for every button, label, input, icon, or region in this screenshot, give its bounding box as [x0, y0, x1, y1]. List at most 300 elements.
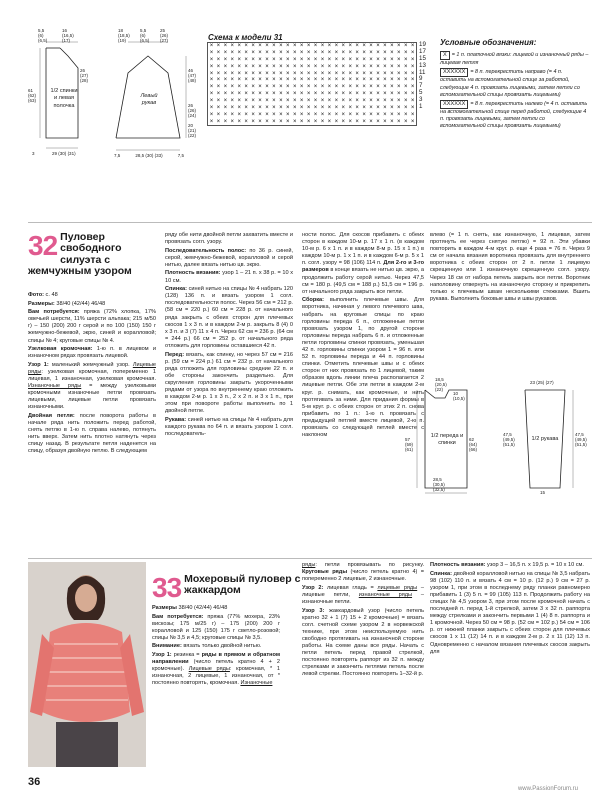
dim-sleeve-length: 47,5 (49,5) (51,5) — [575, 432, 587, 447]
sleeve-label: 1/2 рукава — [531, 436, 559, 442]
legend-item: XXXXXX = 8 п. перекрестить направо (= 4 п. оставить на вспомогательной спице за работой, следующие 4 п. провязать лицевыми, затем петли со вспомогательной спицы провязать лицевыми) — [440, 69, 580, 98]
chart-cell: × — [369, 105, 373, 112]
chart-cell: × — [216, 118, 221, 125]
article-33-col-1 — [152, 605, 280, 689]
chart-cell: × — [244, 118, 248, 125]
chart-cell: × — [265, 70, 269, 77]
chart-cell: × — [410, 56, 415, 63]
chart-cell: × — [390, 118, 394, 125]
chart-cell: × — [230, 63, 235, 70]
chart-cell: × — [341, 111, 346, 118]
dim-front-width: 29 (30) (31) — [52, 151, 76, 156]
dim-top-left: 5,5 (6) (6,5) — [38, 28, 48, 43]
chart-cell: × — [216, 49, 221, 56]
chart-cell: × — [376, 43, 380, 49]
chart-cell: × — [299, 77, 304, 84]
chart-cell: × — [216, 56, 221, 63]
chart-cell: × — [237, 111, 241, 118]
chart-cell: × — [292, 56, 297, 63]
dim-armhole: 26 (27) (28) — [80, 68, 89, 83]
chart-cell: × — [403, 70, 408, 77]
chart-row — [208, 77, 416, 84]
chart-cell: × — [223, 43, 228, 49]
paragraph: Размеры: 38/40 (42/44) 46/48 — [28, 300, 106, 307]
chart-cell: × — [265, 105, 269, 112]
chart-cell: × — [341, 91, 346, 98]
paragraph: Вам потребуется: пряжа (72% хлопка, 17% овечьей шерсти, 11% шерсти альпака; 215 м/50 г) – 150 (200) 200 г серой и по 100 (150) 150 г жемчужно-бежевой, экрю, синей и коралловой; спицы № 4; круговые спицы № 4. — [28, 309, 156, 344]
chart-cell: × — [292, 84, 297, 91]
chart-cell: × — [403, 91, 408, 98]
chart-cell: × — [369, 43, 373, 49]
paragraph: Спинка: двойной коралловой нитью на спицы № 3,5 набрать 98 (102) 110 п. и вязать 4 см = 10 р. (12 р.) 9 см = 27 р. узором 1, при этом в последнему ряду планки равномерно прибавить 1 (3) 5 п. = 99 (105) 113 п. Продолжить работу на спицах № 4,5 узором 3, при этом после кромочной начать с последней п. перед 1-й стрелкой, затем 3 х 32 п. раппорта между стрелками и закончить первыми 1 (4) 8 п. раппорта и 1 кромочной. Через 50 см = 98 р. (52 см = 102 р.) 54 см = 106 р. от нижней планки закрыть с обеих сторон для плечевых скосов 1 х 11 (12) 14 п. и в каждом 2-м р. 2 х 11 (12) 13 п. Одновременно с началом вязания плечевых скосов закрыть для — [430, 570, 590, 655]
chart-cell: × — [223, 56, 228, 63]
chart-cell: × — [362, 56, 366, 63]
chart-cell: × — [348, 84, 352, 91]
chart-cell: × — [223, 70, 228, 77]
chart-cell: × — [216, 98, 221, 105]
chart-cell: × — [292, 63, 297, 70]
chart-cell: × — [244, 105, 248, 112]
chart-cell: × — [209, 118, 214, 125]
chart-cell: × — [369, 98, 373, 105]
model-title: Пуловер свободного силуэта с жемчужным узором — [28, 231, 132, 278]
row-number: 17 — [419, 47, 426, 55]
chart-cell: × — [223, 77, 228, 84]
paragraph: Размеры 38/40 (42/44) 46/48 — [152, 605, 228, 611]
chart-cell: × — [230, 43, 235, 49]
chart-cell: × — [376, 105, 380, 112]
dim-sleeve-length-3: 20 (21) (22) — [188, 123, 197, 138]
chart-cell: × — [313, 111, 318, 118]
chart-cell: × — [313, 118, 318, 125]
chart-cell: × — [355, 49, 359, 56]
chart-cell: × — [362, 49, 366, 56]
chart-cell: × — [209, 111, 214, 118]
chart-cell: × — [230, 98, 235, 105]
chart-cell: × — [258, 49, 262, 56]
chart-cell: × — [237, 49, 241, 56]
model-number: 32 — [28, 230, 58, 261]
chart-cell: × — [327, 70, 332, 77]
chart-cell: × — [334, 70, 339, 77]
chart-cell: × — [383, 105, 387, 112]
chart-cell: × — [299, 91, 304, 98]
chart-cell: × — [341, 49, 346, 56]
chart-cell: × — [237, 91, 241, 98]
chart-cell: × — [410, 63, 415, 70]
chart-cell: × — [410, 111, 415, 118]
legend — [440, 38, 590, 132]
chart-cell: × — [376, 98, 380, 105]
article-32-col-2 — [165, 232, 293, 440]
chart-cell: × — [279, 63, 283, 70]
chart-cell: × — [286, 98, 290, 105]
chart-cell: × — [355, 56, 359, 63]
chart-cell: × — [410, 105, 415, 112]
chart-row — [208, 50, 416, 57]
chart-cell: × — [334, 91, 339, 98]
chart-cell: × — [327, 77, 332, 84]
chart-cell: × — [341, 105, 346, 112]
chart-cell: × — [383, 77, 387, 84]
dim-height-2: 62 (64) (66) — [469, 437, 478, 452]
model-title: Мохеровый пуловер с жаккардом — [184, 573, 301, 597]
chart-cell: × — [320, 77, 325, 84]
chart-cell: × — [355, 63, 359, 70]
chart-cell: × — [403, 43, 408, 49]
chart-cell: × — [265, 63, 269, 70]
legend-item: XXXXXX = 8 п. перекрестить налево (= 4 п. оставить на вспомогательной спице перед работой, следующие 4 п. провязать лицевыми, затем петли со вспомогательной спицы провязать лицевыми) — [440, 100, 588, 130]
chart-cell: × — [320, 84, 325, 91]
chart-cell: × — [348, 49, 352, 56]
chart-cell: × — [279, 105, 283, 112]
row-number: 5 — [419, 89, 423, 97]
chart-cell: × — [397, 91, 401, 98]
chart-cell: × — [348, 98, 352, 105]
paragraph: Узор 1: маленький жемчужный узор. Лицевые ряды: узелковая кромочная, попеременно 1 лицевая, 1 изнаночная, узелковая кромочная. Изнаночные ряды = между узелковыми кромочными изнаночные петли провязать лицевыми, лицевые петли провязать изнаночными. — [28, 361, 156, 411]
chart-row — [208, 98, 416, 105]
chart-cell: × — [209, 77, 214, 84]
chart-cell: × — [320, 70, 325, 77]
chart-cell: × — [251, 63, 255, 70]
chart-cell: × — [258, 111, 262, 118]
chart-cell: × — [348, 56, 352, 63]
paragraph: влево (= 1 п. снять, как изнаночную, 1 лицевая, затем протянуть ее через снятую петлю) = 92 п. Эти убавки повторить в каждом 4-м круг. р. еще 4 раза = 76 п. Через 9 см от начала вязания воротника провязать для внутреннего воротника с обеих сторон от 2 п. петли 1 лицевую скрещенную или 1 изнаночную скрещенную согл. узору. Через 18 см от набора петель закрыть все петли. Воротник наполовину отвернуть на изнаночную сторону и прикрепить только к плечевым швам несколькими стежками. Вшить рукава. Выполнить боковые швы и швы рукавов. — [430, 232, 590, 302]
chart-cell: × — [355, 118, 359, 125]
chart-cell: × — [403, 77, 408, 84]
chart-cell: × — [216, 111, 221, 118]
chart-cell: × — [299, 98, 304, 105]
chart-cell: × — [320, 56, 325, 63]
chart-cell: × — [348, 77, 352, 84]
chart-cell: × — [362, 105, 366, 112]
chart-cell: × — [410, 77, 415, 84]
chart-cell: × — [286, 84, 290, 91]
dim-sleeve-length: 46 (47) (48) — [188, 68, 197, 83]
chart-row — [208, 105, 416, 112]
chart-cell: × — [265, 111, 269, 118]
chart-cell: × — [348, 70, 352, 77]
chart-cell: × — [369, 84, 373, 91]
chart-cell: × — [299, 118, 304, 125]
chart-cell: × — [348, 63, 352, 70]
chart-cell: × — [216, 63, 221, 70]
chart-cell: × — [355, 91, 359, 98]
chart-cell: × — [383, 118, 387, 125]
chart-cell: × — [216, 84, 221, 91]
chart-cell: × — [362, 70, 366, 77]
chart-cell: × — [397, 43, 401, 49]
chart-cell: × — [299, 111, 304, 118]
schema-section-31 — [0, 0, 596, 218]
chart-title: Схема к модели 31 — [208, 33, 283, 42]
chart-cell: × — [362, 111, 366, 118]
chart-cell: × — [390, 84, 394, 91]
chart-cell: × — [251, 91, 255, 98]
chart-cell: × — [313, 70, 318, 77]
chart-cell: × — [410, 70, 415, 77]
page-number: 36 — [28, 776, 41, 788]
row-numbers — [419, 42, 433, 125]
chart-cell: × — [286, 91, 290, 98]
chart-cell: × — [272, 91, 276, 98]
chart-cell: × — [258, 56, 262, 63]
chart-cell: × — [244, 49, 248, 56]
chart-cell: × — [292, 49, 297, 56]
row-number — [419, 118, 433, 125]
chart-cell: × — [403, 49, 408, 56]
article-33-col-3 — [430, 562, 590, 657]
chart-cell: × — [244, 98, 248, 105]
row-number: 15 — [419, 54, 426, 62]
chart-cell: × — [397, 56, 401, 63]
chart-cell: × — [299, 49, 304, 56]
chart-cell: × — [410, 91, 415, 98]
dim-sleeve-top-2: 5,5 (6) (6,5) — [140, 28, 150, 43]
chart-cell: × — [230, 70, 235, 77]
chart-cell: × — [251, 43, 255, 49]
chart-cell: × — [355, 43, 359, 49]
row-number: 3 — [419, 96, 423, 104]
chart-cell: × — [223, 49, 228, 56]
chart-cell: × — [334, 63, 339, 70]
chart-cell: × — [320, 98, 325, 105]
chart-cell: × — [265, 84, 269, 91]
chart-cell: × — [265, 43, 269, 49]
chart-cell: × — [348, 111, 352, 118]
chart-cell: × — [327, 84, 332, 91]
chart-cell: × — [355, 105, 359, 112]
chart-cell: × — [306, 105, 311, 112]
chart-cell: × — [258, 91, 262, 98]
paragraph: ности полос. Для скосов прибавить с обеих сторон в каждом 10-м р. 17 х 1 п. (в каждом 10-м р. 6 х 1 п. и в каждом 8-м р. 15 х 1 п.) в каждом 10-м р. 1 х 1 п. и в каждом 6-м р. 5 х 1 п. согл. узору = 98 (106) 114 п. Для 2-го и 3-го размеров в конце вязать не нитью цв. экрю, а продолжить работу серой нитью. Через 47,5 см = 180 р. (49,5 см = 188 р.) 51,5 см = 196 р. от начального ряда закрыть все петли. — [302, 232, 424, 295]
chart-cell: × — [286, 43, 290, 49]
chart-cell: × — [279, 49, 283, 56]
legend-title: Условные обозначения: — [440, 38, 537, 47]
woman-in-sweater-photo — [28, 562, 146, 767]
chart-cell: × — [244, 70, 248, 77]
dim-neck: 18,5 (20,5) (22) — [435, 377, 447, 392]
chart-cell: × — [251, 105, 255, 112]
chart-cell: × — [383, 70, 387, 77]
chart-cell: × — [313, 105, 318, 112]
chart-cell: × — [390, 70, 394, 77]
chart-cell: × — [327, 43, 332, 49]
paragraph: Плотность вязания: узор 1 – 21 п. х 38 р. = 10 х 10 см. — [165, 270, 293, 284]
chart-cell: × — [272, 70, 276, 77]
chart-cell: × — [306, 49, 311, 56]
chart-cell: × — [237, 63, 241, 70]
front-piece-label: 1/2 спинки и левая полочка — [50, 88, 78, 109]
article-33-col-2 — [302, 562, 424, 680]
chart-cell: × — [390, 63, 394, 70]
chart-cell: × — [355, 84, 359, 91]
chart-cell: × — [313, 49, 318, 56]
chart-cell: × — [397, 49, 401, 56]
paragraph: Сборка: выполнить плечевые швы. Для воротника, начиная у левого плечевого шва, набрать на круговые спицы по краю горловины переда 6 п., отложенные петли провязать узором 1, по другой стороне горловины переда набрать 6 п. и отложенные петли горловины спинки провязать, уменьшая 42 п. горловины спинки узором 1 = 96 п. или 52 п. горловины переда и 44 п. горловины спинки. Отметить плечевые швы и с обеих сторон от них провязать по 1 лицевой, таким образом вдоль линии плеча располагается 2 лицевые петли. Обе эти петли в каждом 2-м круг. р. снимать, как кромочные, и нить протягивать за ними. Для придания формы в 5-м круг. р. с обеих сторон от этих 2 п. снова прибавить по 1 п.: 1-ю п. провязать с предыдущей петлей вместе лицевой, 2-ю п. провязать со следующей петлей вместе с наклоном — [302, 297, 424, 439]
chart-row — [208, 64, 416, 71]
chart-cell: × — [390, 43, 394, 49]
chart-cell: × — [223, 105, 228, 112]
chart-cell: × — [313, 91, 318, 98]
chart-cell: × — [376, 56, 380, 63]
chart-cell: × — [390, 111, 394, 118]
chart-cell: × — [334, 118, 339, 125]
chart-cell: × — [397, 70, 401, 77]
chart-cell: × — [313, 84, 318, 91]
chart-cell: × — [376, 63, 380, 70]
chart-cell: × — [279, 118, 283, 125]
section-divider — [28, 558, 592, 559]
chart-cell: × — [403, 63, 408, 70]
chart-cell: × — [313, 98, 318, 105]
chart-cell: × — [216, 105, 221, 112]
row-number: 7 — [419, 82, 423, 90]
chart-cell: × — [258, 43, 262, 49]
paragraph: Спинка: синей нитью на спицы № 4 набрать 120 (128) 136 п. и вязать узором 1 согл. последовательности полос. Через 56 см = 212 р. (58 см = 220 р.) 60 см = 228 р. от начального ряда закрыть с обеих сторон для плечевых скосов 1 х 3 п. и в каждом 2-м р. закрыть 8 (4) 0 х 3 п. и 3 (7) 11 х 4 п. Через 62 см = 236 р. (64 см = 244 р.) 66 см = 252 р. от начального ряда отложить для горловины оставшиеся 42 п. — [165, 286, 293, 349]
chart-cell: × — [403, 56, 408, 63]
chart-cell: × — [272, 98, 276, 105]
knitting-chart-grid — [207, 42, 417, 126]
chart-cell: × — [237, 43, 241, 49]
chart-cell: × — [369, 111, 373, 118]
chart-cell: × — [334, 49, 339, 56]
chart-cell: × — [410, 98, 415, 105]
paragraph: ряду обе нити двойной петли захватить вместе и провязать согл. узору. — [165, 232, 293, 246]
chart-cell: × — [244, 43, 248, 49]
chart-cell: × — [272, 77, 276, 84]
chart-cell: × — [362, 118, 366, 125]
chart-cell: × — [390, 49, 394, 56]
chart-cell: × — [362, 91, 366, 98]
chart-cell: × — [299, 63, 304, 70]
chart-cell: × — [383, 63, 387, 70]
chart-cell: × — [244, 111, 248, 118]
chart-cell: × — [369, 63, 373, 70]
row-number: 9 — [419, 75, 423, 83]
chart-cell: × — [265, 98, 269, 105]
chart-cell: × — [383, 43, 387, 49]
row-number: 1 — [419, 103, 423, 111]
chart-cell: × — [251, 98, 255, 105]
chart-cell: × — [244, 63, 248, 70]
chart-cell: × — [313, 43, 318, 49]
chart-cell: × — [334, 43, 339, 49]
chart-cell: × — [383, 49, 387, 56]
chart-row — [208, 71, 416, 78]
chart-cell: × — [390, 56, 394, 63]
chart-row — [208, 84, 416, 91]
heading-33 — [152, 574, 302, 602]
row-number — [419, 111, 433, 118]
chart-cell: × — [320, 118, 325, 125]
chart-cell: × — [390, 91, 394, 98]
chart-cell: × — [230, 77, 235, 84]
chart-cell: × — [272, 56, 276, 63]
chart-cell: × — [376, 77, 380, 84]
chart-cell: × — [327, 63, 332, 70]
chart-cell: × — [390, 98, 394, 105]
chart-cell: × — [286, 77, 290, 84]
chart-cell: × — [306, 77, 311, 84]
chart-cell: × — [223, 91, 228, 98]
chart-cell: × — [279, 77, 283, 84]
chart-cell: × — [209, 105, 214, 112]
chart-cell: × — [320, 43, 325, 49]
chart-cell: × — [348, 118, 352, 125]
chart-cell: × — [383, 91, 387, 98]
chart-cell: × — [320, 105, 325, 112]
chart-cell: × — [327, 91, 332, 98]
chart-cell: × — [355, 98, 359, 105]
chart-cell: × — [209, 63, 214, 70]
paragraph: Вам потребуется: пряжа (77% мохера, 23% вискозы; 175 м/25 г) – 175 (200) 200 г коралловой и 125 (150) 175 г светло-розовой; спицы № 3,5 и 4,5; круговые спицы № 3,5. — [152, 613, 280, 641]
chart-cell: × — [258, 63, 262, 70]
chart-cell: × — [230, 84, 235, 91]
chart-cell: × — [320, 111, 325, 118]
chart-cell: × — [369, 70, 373, 77]
chart-cell: × — [369, 91, 373, 98]
chart-cell: × — [223, 111, 228, 118]
paragraph: Узор 2: лицевая гладь = лицевые ряды – лицевые петли, изнаночные ряды – изнаночные петли. — [302, 584, 424, 605]
dim-top-left-2: 16 (16,5) (17) — [62, 28, 74, 43]
chart-cell: × — [279, 91, 283, 98]
chart-cell: × — [334, 105, 339, 112]
chart-cell: × — [355, 70, 359, 77]
front-back-label: 1/2 переда и спинки — [430, 433, 464, 447]
paragraph: Узелковая кромочная: 1-ю п. в лицевом и изнаночном рядах провязать лицевой. — [28, 346, 156, 360]
dim-sleeve-bottom: 7,5 28,5 (30) (33) 7,5 — [114, 153, 184, 158]
chart-cell: × — [244, 84, 248, 91]
chart-cell: × — [327, 118, 332, 125]
dim-sleeve-top-3: 25 (26) (27) — [160, 28, 169, 43]
chart-cell: × — [410, 118, 415, 125]
chart-cell: × — [237, 98, 241, 105]
chart-cell: × — [376, 91, 380, 98]
dim-sleeve-inner: 47,5 (49,5) (51,5) — [503, 432, 515, 447]
chart-cell: × — [209, 56, 214, 63]
paragraph: Фото: с. 48 — [28, 292, 58, 298]
chart-cell: × — [265, 91, 269, 98]
chart-cell: × — [334, 111, 339, 118]
chart-cell: × — [279, 84, 283, 91]
chart-cell: × — [313, 56, 318, 63]
chart-cell: × — [383, 98, 387, 105]
chart-cell: × — [334, 56, 339, 63]
chart-cell: × — [306, 111, 311, 118]
chart-cell: × — [258, 105, 262, 112]
chart-cell: × — [209, 49, 214, 56]
chart-cell: × — [313, 63, 318, 70]
chart-cell: × — [251, 56, 255, 63]
chart-cell: × — [244, 56, 248, 63]
article-32-col-1 — [28, 292, 156, 457]
dim-left-height: 61 (62) (63) — [28, 88, 37, 103]
chart-cell: × — [209, 91, 214, 98]
chart-cell: × — [306, 91, 311, 98]
chart-cell: × — [341, 98, 346, 105]
chart-cell: × — [279, 70, 283, 77]
chart-cell: × — [362, 77, 366, 84]
paragraph: Рукава: синей нитью на спицы № 4 набрать для каждого рукава по 64 п. и вязать узором 1 согл. последователь- — [165, 416, 293, 438]
chart-cell: × — [279, 43, 283, 49]
chart-cell: × — [320, 63, 325, 70]
chart-cell: × — [299, 56, 304, 63]
chart-cell: × — [272, 43, 276, 49]
chart-cell: × — [292, 43, 297, 49]
dim-small: 3 — [32, 151, 35, 156]
chart-row — [208, 91, 416, 98]
